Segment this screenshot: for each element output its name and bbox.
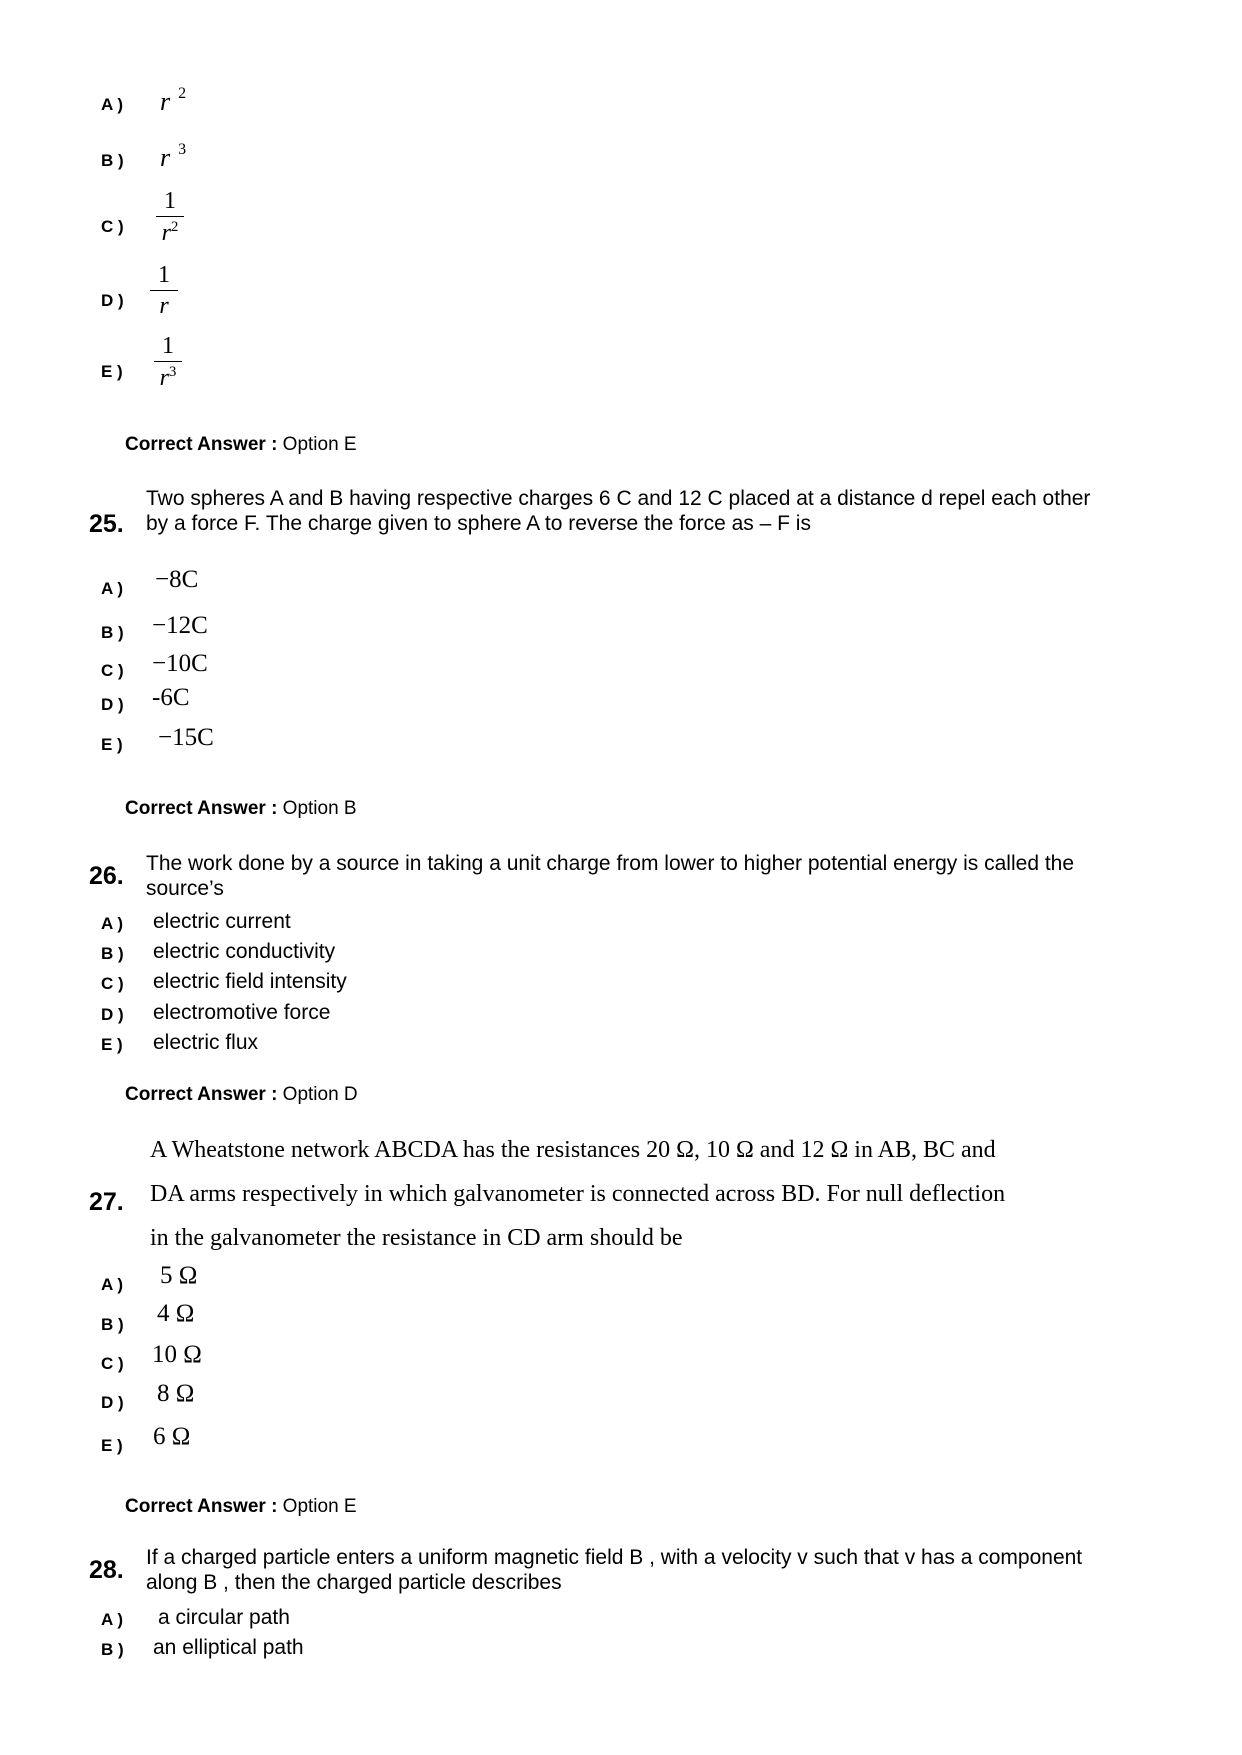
option-label-e: E ) — [101, 1035, 123, 1054]
option-text: electric current — [153, 910, 291, 933]
option-text: 8 Ω — [157, 1380, 195, 1407]
option-text: electric conductivity — [153, 940, 336, 963]
correct-answer: Correct Answer : Option B — [125, 798, 357, 819]
question-text: If a charged particle enters a uniform magnetic field B , with a velocity v such that v has a component along B , then the charged particle describes — [146, 1546, 1083, 1594]
correct-answer: Correct Answer : Option D — [125, 1084, 358, 1105]
option-label-a: A ) — [101, 579, 124, 598]
option-label-c: C ) — [101, 217, 124, 236]
option-label-c: C ) — [101, 974, 124, 993]
option-text: −15C — [158, 724, 214, 751]
question-number: 25. — [89, 510, 124, 538]
fraction-expression: 1 $r^2$ — [156, 188, 184, 247]
option-label-a: A ) — [101, 914, 124, 933]
fraction-expression: 1 $r^3$ — [154, 333, 182, 392]
option-text: an elliptical path — [153, 1636, 304, 1659]
option-label-c: C ) — [101, 661, 124, 680]
option-label-b: B ) — [101, 944, 124, 963]
option-label-d: D ) — [101, 291, 124, 310]
option-text: electromotive force — [153, 1001, 331, 1024]
correct-answer: Correct Answer : Option E — [125, 434, 357, 455]
question-text: Two spheres A and B having respective charges 6 C and 12 C placed at a distance d repel each other by a force F. The charge given to sphere A to reverse the force as – F is — [146, 487, 1091, 535]
option-text: −10C — [152, 650, 208, 677]
question-number: 27. — [89, 1188, 124, 1216]
question-text: The work done by a source in taking a unit charge from lower to higher potential energy is called the source’s — [146, 852, 1075, 900]
math-expression: r $^2$ — [160, 85, 187, 116]
question-number: 26. — [89, 862, 124, 890]
option-label-d: D ) — [101, 695, 124, 714]
option-text: -6C — [152, 684, 190, 711]
option-text: 5 Ω — [160, 1262, 198, 1289]
option-text: a circular path — [158, 1606, 290, 1629]
option-text: −8C — [155, 566, 199, 593]
option-label-d: D ) — [101, 1393, 124, 1412]
fraction-expression: 1 r — [150, 262, 178, 320]
option-text: electric field intensity — [153, 970, 347, 993]
option-text: −12C — [152, 612, 208, 639]
question-text-line: A Wheatstone network ABCDA has the resistances 20 Ω, 10 Ω and 12 Ω in AB, BC and — [150, 1137, 996, 1163]
option-text: 10 Ω — [152, 1341, 202, 1368]
math-expression: r $^3$ — [160, 141, 187, 172]
option-label-b: B ) — [101, 1315, 124, 1334]
option-label-b: B ) — [101, 623, 124, 642]
option-label-b: B ) — [101, 151, 124, 170]
option-label-d: D ) — [101, 1005, 124, 1024]
option-label-a: A ) — [101, 95, 124, 114]
option-text: 6 Ω — [153, 1423, 191, 1450]
option-label-a: A ) — [101, 1610, 124, 1629]
option-text: 4 Ω — [157, 1300, 195, 1327]
correct-answer: Correct Answer : Option E — [125, 1496, 357, 1517]
option-label-e: E ) — [101, 1436, 123, 1455]
option-label-e: E ) — [101, 735, 123, 754]
option-label-a: A ) — [101, 1275, 124, 1294]
option-label-e: E ) — [101, 362, 123, 381]
option-label-c: C ) — [101, 1354, 124, 1373]
option-text: electric flux — [153, 1031, 259, 1054]
question-text-line: DA arms respectively in which galvanometer is connected across BD. For null deflection — [150, 1181, 1006, 1207]
question-text-line: in the galvanometer the resistance in CD arm should be — [150, 1225, 683, 1251]
option-label-b: B ) — [101, 1640, 124, 1659]
question-number: 28. — [89, 1556, 124, 1584]
